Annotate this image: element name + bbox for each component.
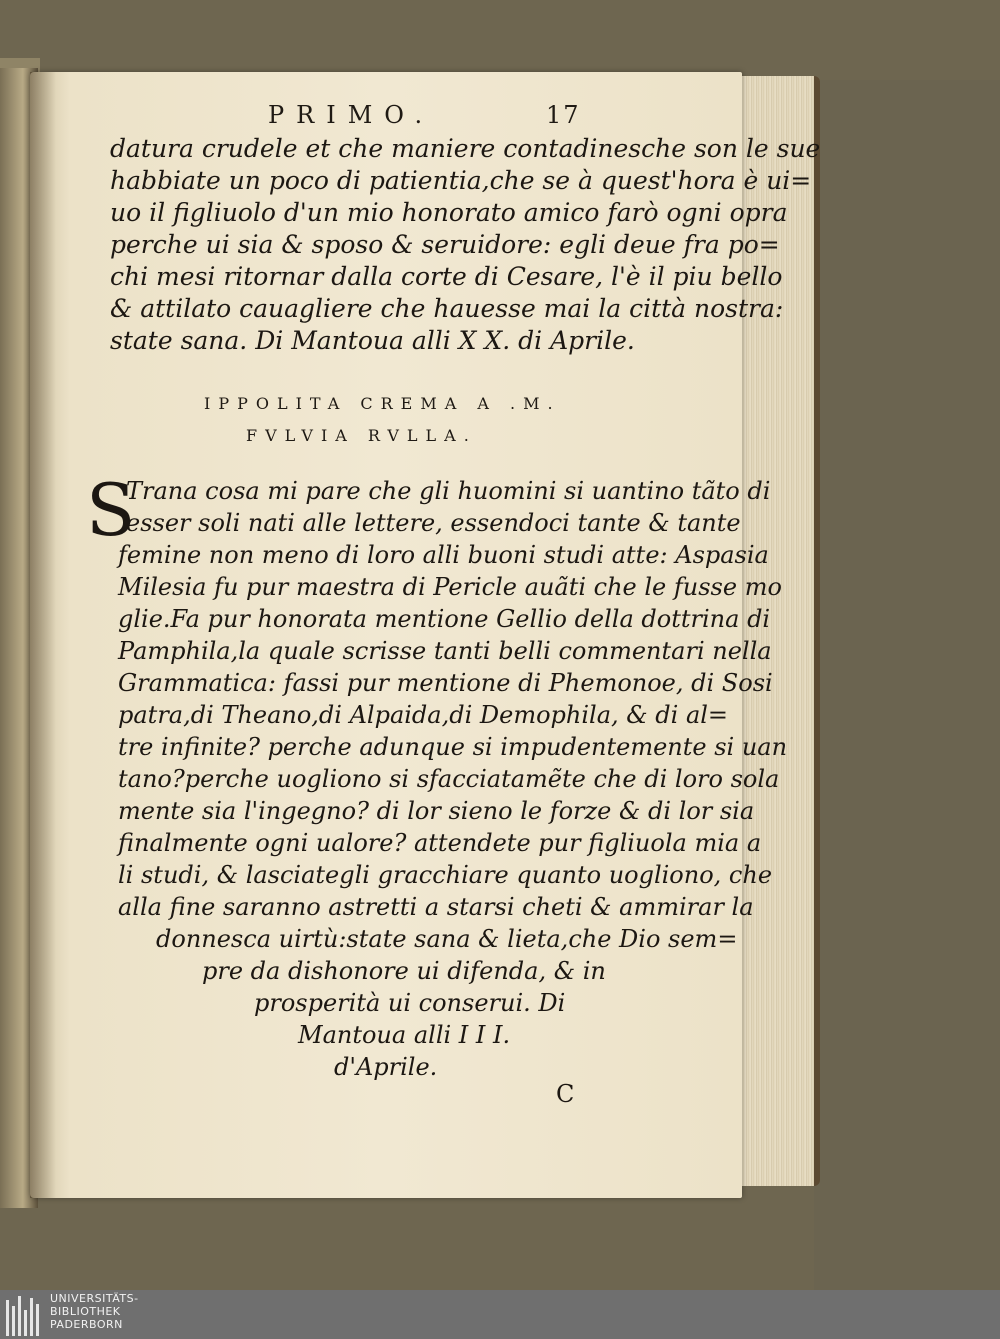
book-cover [814,80,1000,1290]
text-line: pre da dishonore ui difenda, & in [202,957,606,985]
text-line: uo il figliuolo d'un mio honorato amico farò ogni opra [110,198,788,227]
text-line: glie.Fa pur honorata mentione Gellio della dottrina di [118,605,771,633]
text-line: datura crudele et che maniere contadinesche son le sue [110,134,821,163]
running-head-title: PRIMO. [268,101,435,129]
text-line: Pamphila,la quale scrisse tanti belli commentari nella [118,637,772,665]
text-line: & attilato cauagliere che hauesse mai la città nostra: [110,294,784,323]
text-line: femine non meno di loro alli buoni studi atte: Aspasia [118,541,769,569]
text-line: tano?perche uogliono si sfacciatamẽte che di loro sola [118,765,780,793]
text-line: chi mesi ritornar dalla corte di Cesare, l'è il piu bello [110,262,783,291]
logo-line-1: UNIVERSITÄTS- [50,1292,139,1305]
text-line: esser soli nati alle lettere, essendoci tante & tante [126,509,741,537]
logo-line-3: PADERBORN [50,1318,123,1331]
text-line: habbiate un poco di patientia,che se à quest'hora è ui= [110,166,812,195]
text-line: d'Aprile. [334,1053,438,1081]
gutter-shadow [30,72,56,1198]
running-head [268,101,598,135]
text-line: prosperità ui conserui. Di [254,989,566,1017]
text-line: li studi, & lasciategli gracchiare quanto uogliono, che [118,861,773,889]
logo-line-2: BIBLIOTHEK [50,1305,121,1318]
letter-heading-line-1: IPPOLITA CREMA A .M. [204,394,561,413]
text-line: state sana. Di Mantoua alli X X. di Aprile. [110,326,635,355]
text-line: donnesca uirtù:state sana & lieta,che Dio sem= [156,925,738,953]
library-logo-icon [6,1294,46,1336]
text-line: tre infinite? perche adunque si impudentemente si uan [118,733,788,761]
text-line: perche ui sia & sposo & seruidore: egli deue fra po= [110,230,780,259]
letter-heading-line-2: FVLVIA RVLLA. [246,426,477,445]
library-logo-text [50,1292,139,1331]
text-line: Trana cosa mi pare che gli huomini si uantino tãto di [126,477,771,505]
text-line: patra,di Theano,di Alpaida,di Demophila, & di al= [118,701,729,729]
text-line: mente sia l'ingegno? di lor sieno le forze & di lor sia [118,797,755,825]
footer-bar [0,1290,1000,1339]
text-line: finalmente ogni ualore? attendete pur figliuola mia a [118,829,762,857]
text-line: Mantoua alli I I I. [298,1021,511,1049]
signature-mark: C [556,1080,575,1108]
page-number: 17 [546,101,581,129]
text-line: Grammatica: fassi pur mentione di Phemonoe, di Sosi [118,669,773,697]
drop-capital: S [86,468,136,552]
text-line: Milesia fu pur maestra di Pericle auãti che le fusse mo [118,573,782,601]
text-line: alla fine saranno astretti a starsi cheti & ammirar la [118,893,754,921]
